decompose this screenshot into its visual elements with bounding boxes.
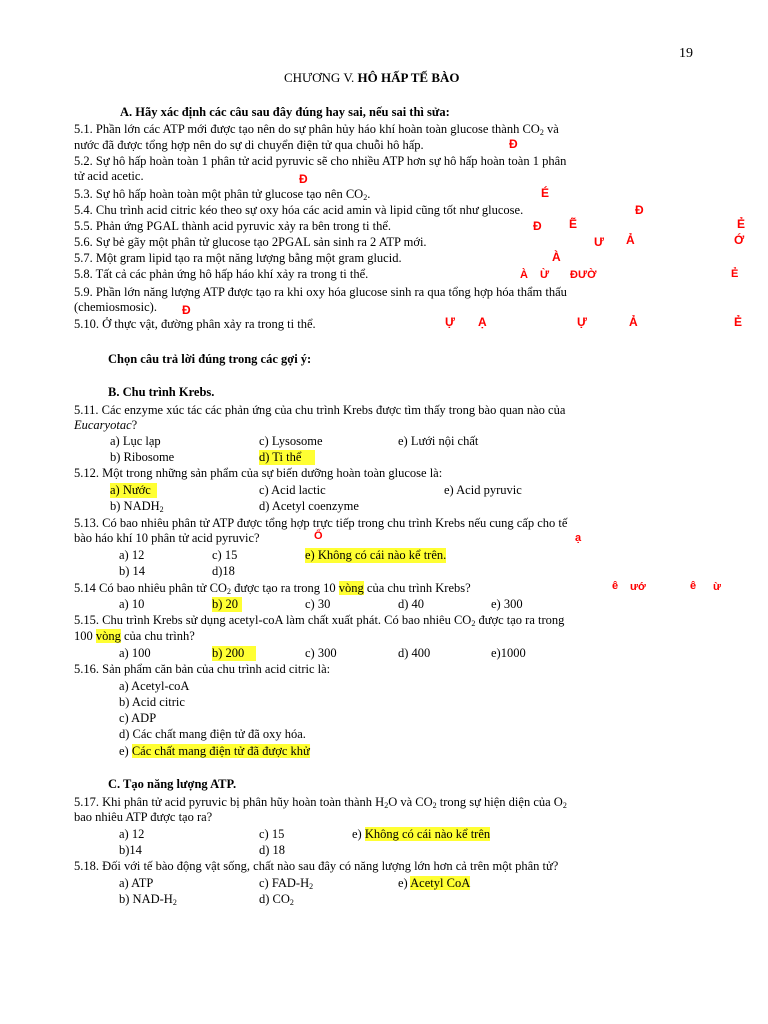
- q5-11-answer: d) Ti thể: [259, 450, 315, 465]
- q5-13-option: d)18: [212, 564, 235, 578]
- q5-5: 5.5. Phản ứng PGAL thành acid pyruvic xảy ra bên trong ti thể.: [74, 219, 392, 233]
- annotation-mark: Ự: [577, 315, 587, 329]
- section-a-heading: A. Hãy xác định các câu sau đây đúng hay sai, nếu sai thì sửa:: [120, 105, 450, 119]
- annotation-mark: Ẽ: [569, 217, 578, 231]
- q5-13-option: b) 14: [119, 564, 146, 578]
- q5-11-option: e) Lưới nội chất: [398, 434, 479, 448]
- annotation-mark: ê: [690, 580, 697, 592]
- q5-18-option: a) ATP: [119, 876, 154, 890]
- q5-17-option: e) Không có cái nào kể trên: [352, 827, 491, 841]
- chapter-title: [284, 70, 460, 85]
- q5-18: 5.18. Đối với tế bào động vật sống, chất nào sau đây có năng lượng lớn hơn cả trên một phân tử?: [74, 859, 559, 873]
- q5-15-option: d) 400: [398, 646, 431, 660]
- q5-3: 5.3. Sự hô hấp hoàn toàn một phân tử glucose tạo nên $CO_2$.: [74, 187, 371, 202]
- q5-17-option: c) 15: [259, 827, 285, 841]
- annotation-mark: Đ: [509, 137, 518, 151]
- q5-4: 5.4. Chu trình acid citric kéo theo sự oxy hóa các acid amin và lipid cũng tốt như glucose.: [74, 203, 524, 217]
- q5-16-answer: Các chất mang điện tử đã được khử: [131, 744, 310, 758]
- annotation-mark: Ẻ: [734, 315, 743, 329]
- annotation-mark: ạ: [575, 532, 582, 544]
- page-number: 19: [679, 46, 693, 61]
- q5-1-line1: 5.1. Phần lớn các ATP mới được tạo nên do sự phân hủy háo khí hoàn toàn glucose thành $CO_2$ và: [74, 122, 559, 137]
- annotation-mark: ê: [612, 580, 619, 592]
- q5-17-line1: 5.17. Khi phân tử acid pyruvic bị phân hũy hoàn toàn thành $H_2O$ và $CO_2$ trong sự hiện diện của $O_2$: [74, 795, 567, 810]
- q5-17-option: d) 18: [259, 843, 286, 857]
- q5-16-option: e) Các chất mang điện tử đã được khử: [119, 744, 310, 758]
- q5-13-line1: 5.13. Có bao nhiêu phân tử ATP được tổng hợp trực tiếp trong chu trình Krebs nếu cung cấp cho tế: [74, 516, 568, 530]
- annotation-mark: ướ: [630, 581, 646, 593]
- q5-12-option: d) Acetyl coenzyme: [259, 499, 359, 513]
- q5-18-answer: Acetyl CoA: [410, 876, 471, 890]
- q5-14: 5.14 Có bao nhiêu phân tử $CO_2$ được tạo ra trong 10 vòng của chu trình Krebs?: [74, 581, 471, 596]
- annotation-mark: Ả: [626, 233, 635, 247]
- annotation-mark: Ẻ: [737, 217, 746, 231]
- annotation-mark: Đ: [299, 172, 308, 186]
- q5-9-line1: 5.9. Phần lớn năng lượng ATP được tạo ra khi oxy hóa glucose sinh ra qua tổng hợp hóa thẩm thấu: [74, 285, 567, 299]
- q5-18-option: b) NAD-$H_2$: [119, 892, 177, 907]
- q5-11-option: c) Lysosome: [259, 434, 323, 448]
- q5-16-option: b) Acid citric: [119, 695, 185, 709]
- annotation-mark: É: [541, 186, 550, 200]
- q5-15-answer: b) 200: [212, 646, 256, 661]
- annotation-mark: À: [552, 250, 561, 264]
- q5-8: 5.8. Tất cả các phản ứng hô hấp háo khí xảy ra trong ti thể.: [74, 267, 369, 281]
- q5-15-option: c) 300: [305, 646, 337, 660]
- q5-6: 5.6. Sự bẻ gãy một phân tử glucose tạo 2PGAL sản sinh ra 2 ATP mới.: [74, 235, 427, 249]
- q5-7: 5.7. Một gram lipid tạo ra một năng lượng bằng một gram glucid.: [74, 251, 402, 265]
- q5-13-option: a) 12: [119, 548, 145, 562]
- q5-16: 5.16. Sản phẩm căn bản của chu trình acid citric là:: [74, 662, 331, 676]
- q5-12-option: b) $NADH_2$: [110, 499, 164, 514]
- annotation-mark: ừ: [713, 581, 721, 593]
- q5-2-line1: 5.2. Sự hô hấp hoàn toàn 1 phân tử acid pyruvic sẽ cho nhiều ATP hơn sự hô hấp hoàn toàn 1 phân: [74, 154, 567, 168]
- q5-11-line2: Eucaryotac?: [74, 418, 138, 432]
- q5-14-option: c) 30: [305, 597, 331, 611]
- q5-16-option: a) Acetyl-coA: [119, 679, 190, 693]
- q5-16-option: c) ADP: [119, 711, 157, 725]
- chapter-prefix: CHƯƠNG V.: [284, 70, 355, 85]
- q5-11-option: a) Lục lạp: [110, 434, 161, 448]
- q5-17-option: a) 12: [119, 827, 145, 841]
- q5-14-option: d) 40: [398, 597, 425, 611]
- q5-18-option: e) Acetyl CoA: [398, 876, 471, 890]
- q5-1-line2: nước đã được tổng hợp nên do sự di chuyển điện tử qua chuỗi hô hấp.: [74, 138, 424, 152]
- q5-12-option: c) Acid lactic: [259, 483, 326, 497]
- q5-12-answer: a) Nước: [110, 483, 157, 498]
- q5-17-answer: Không có cái nào kể trên: [364, 827, 491, 841]
- q5-17-line2: bao nhiêu ATP được tạo ra?: [74, 810, 213, 824]
- choose-heading: Chọn câu trả lời đúng trong các gợi ý:: [108, 352, 312, 366]
- q5-11-line1: 5.11. Các enzyme xúc tác các phản ứng của chu trình Krebs được tìm thấy trong bào quan nào của: [74, 403, 566, 417]
- q5-15-line2: 100 vòng của chu trình?: [74, 629, 195, 643]
- annotation-mark: Đ: [635, 203, 644, 217]
- q5-17-option: b)14: [119, 843, 142, 857]
- section-c-heading: C. Tạo năng lượng ATP.: [108, 777, 237, 791]
- annotation-mark: Ả: [629, 315, 638, 329]
- annotation-mark: À: [520, 269, 528, 281]
- q5-15-option: a) 100: [119, 646, 151, 660]
- section-b-heading: B. Chu trình Krebs.: [108, 385, 215, 399]
- q5-12: 5.12. Một trong những sản phẩm của sự biến dưỡng hoàn toàn glucose là:: [74, 466, 443, 480]
- q5-9-line2: (chemiosmosic).: [74, 300, 157, 314]
- q5-13-option: c) 15: [212, 548, 238, 562]
- q5-10: 5.10. Ở thực vật, đường phân xảy ra trong ti thể.: [74, 317, 316, 331]
- annotation-mark: Đ: [182, 303, 191, 317]
- annotation-mark: Ư: [594, 235, 604, 249]
- annotation-mark: Ổ: [314, 530, 323, 542]
- q5-18-option: d) $CO_2$: [259, 892, 294, 907]
- q5-18-option: c) FAD-$H_2$: [259, 876, 314, 891]
- q5-13-answer: e) Không có cái nào kể trên.: [305, 548, 447, 562]
- q5-12-option: e) Acid pyruvic: [444, 483, 522, 497]
- annotation-mark: Ớ: [734, 233, 745, 247]
- chapter-name: HÔ HẤP TẾ BÀO: [357, 70, 460, 85]
- annotation-mark: Đ: [533, 219, 542, 233]
- annotation-mark: Ự: [445, 315, 455, 329]
- q5-16-option: d) Các chất mang điện tử đã oxy hóa.: [119, 727, 306, 741]
- q5-2-line2: tử acid acetic.: [74, 169, 144, 183]
- q5-15-line1: 5.15. Chu trình Krebs sử dụng acetyl-coA làm chất xuất phát. Có bao nhiêu $CO_2$ được tạo ra trong: [74, 613, 565, 628]
- annotation-mark: Ừ: [540, 269, 550, 281]
- q5-14-option: a) 10: [119, 597, 145, 611]
- q5-14-answer: b) 20: [212, 597, 242, 612]
- annotation-mark: Ạ: [478, 315, 487, 329]
- q5-15-option: e)1000: [491, 646, 526, 660]
- annotation-mark: ĐƯỜ: [570, 269, 597, 281]
- q5-11-option: b) Ribosome: [110, 450, 175, 464]
- q5-14-option: e) 300: [491, 597, 523, 611]
- annotation-mark: Ẻ: [731, 268, 739, 280]
- q5-13-line2: bào háo khí 10 phân tử acid pyruvic?: [74, 531, 260, 545]
